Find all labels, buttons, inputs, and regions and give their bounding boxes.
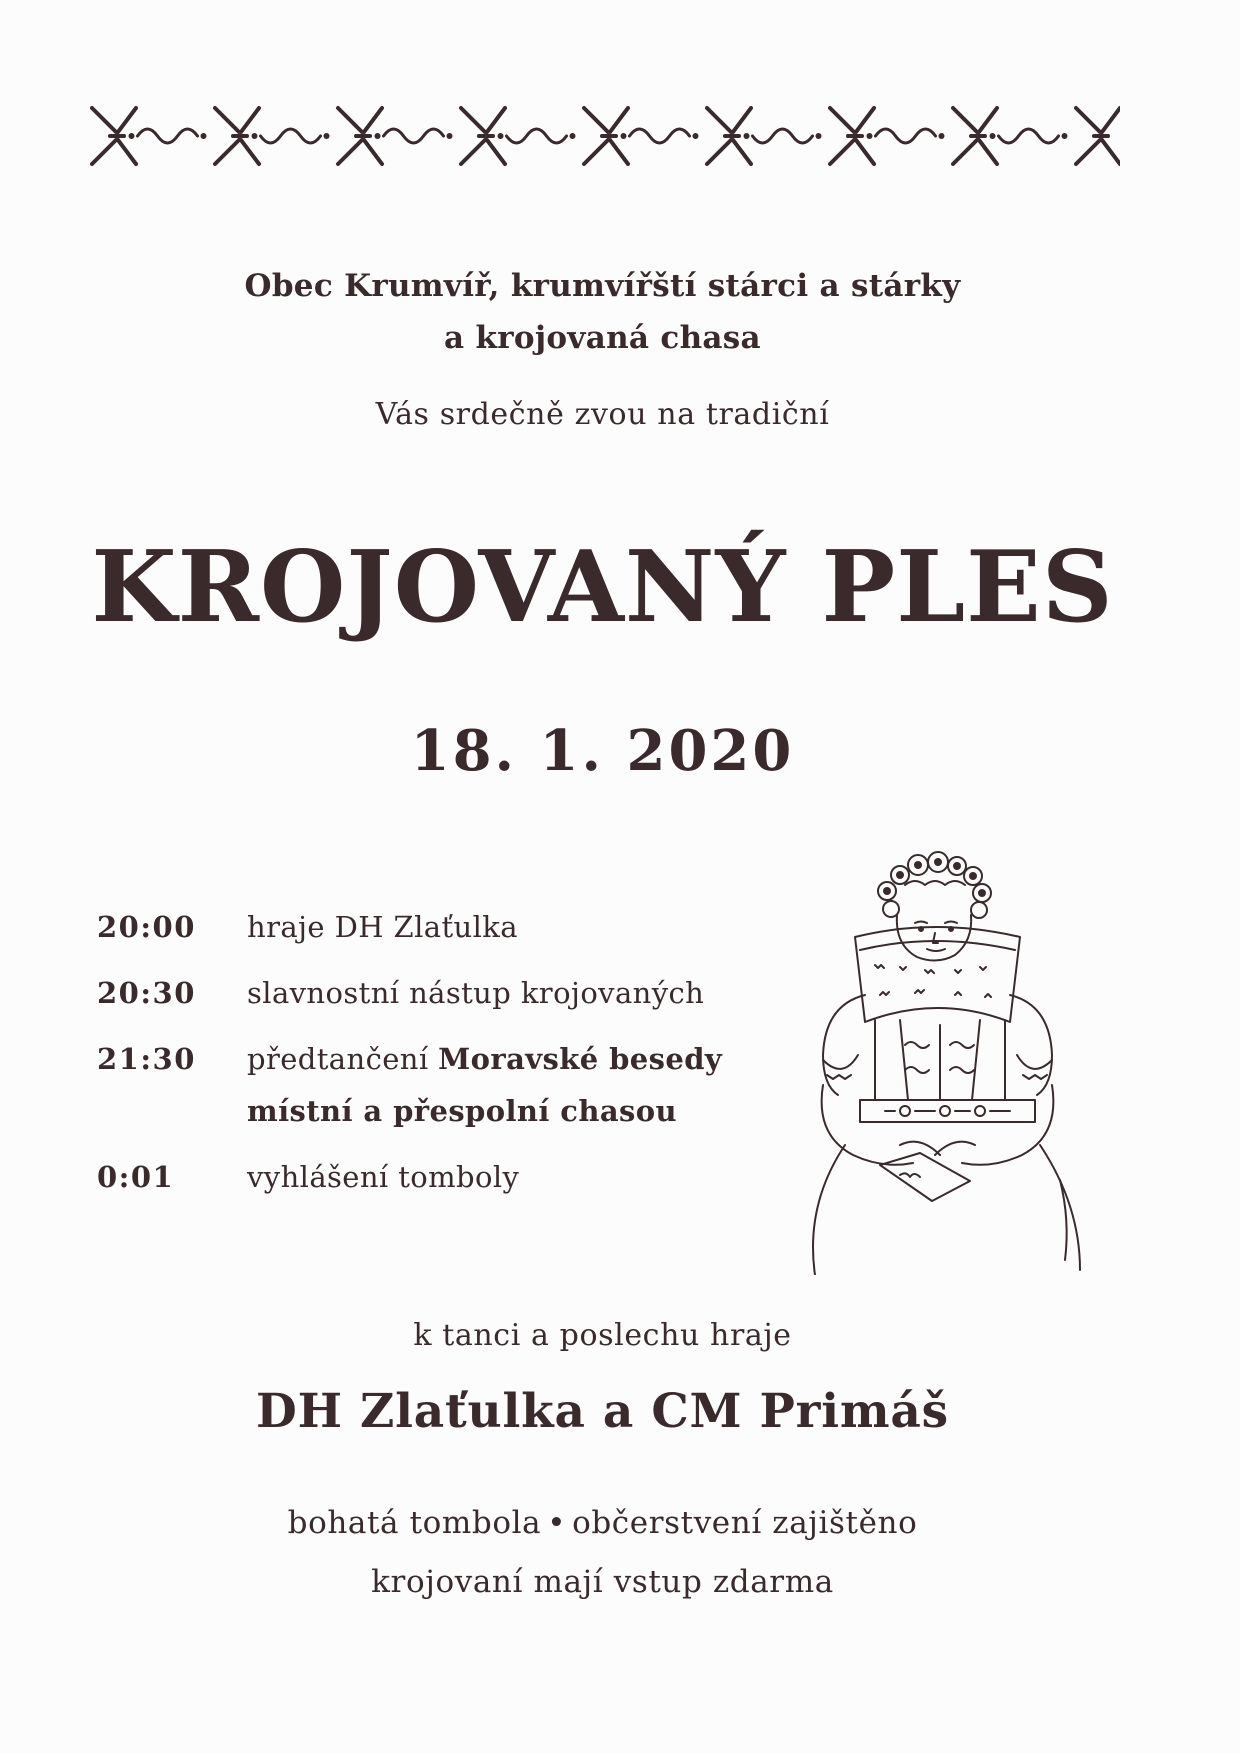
program-description: vyhlášení tomboly bbox=[247, 1160, 520, 1194]
program-schedule bbox=[97, 905, 777, 1221]
bands-text: DH Zlaťulka a CM Primáš bbox=[256, 1384, 949, 1439]
footer-line-1 bbox=[0, 1505, 1205, 1541]
program-time: 0:01 bbox=[97, 1160, 175, 1194]
program-description: hraje DH Zlaťulka bbox=[247, 910, 518, 944]
footer-item-tombola: bohatá tombola bbox=[287, 1505, 542, 1541]
program-description-line2: místní a přespolní chasou bbox=[247, 1094, 677, 1128]
program-row bbox=[97, 1155, 777, 1199]
program-description-prefix: předtančení bbox=[247, 1042, 439, 1076]
folk-ornament-border bbox=[90, 100, 1120, 180]
folk-costume-woman-illustration bbox=[805, 845, 1105, 1275]
program-row bbox=[97, 1037, 777, 1133]
event-title: KROJOVANÝ PLES bbox=[91, 530, 1114, 645]
organizers-line-2: a krojovaná chasa bbox=[444, 320, 761, 356]
program-time: 21:30 bbox=[97, 1042, 196, 1076]
program-row bbox=[97, 905, 777, 949]
footer-item-refreshments: občerstvení zajištěno bbox=[572, 1505, 918, 1541]
program-time: 20:00 bbox=[97, 910, 196, 944]
bullet-separator: • bbox=[547, 1505, 567, 1541]
event-date: 18. 1. 2020 bbox=[410, 718, 795, 784]
music-intro-text: k tanci a poslechu hraje bbox=[413, 1318, 792, 1353]
organizers-line-1: Obec Krumvíř, krumvířští stárci a stárky bbox=[244, 268, 961, 304]
program-time: 20:30 bbox=[97, 976, 196, 1010]
footer-line-2: krojovaní mají vstup zdarma bbox=[371, 1564, 834, 1600]
program-description-highlight: Moravské besedy bbox=[438, 1042, 723, 1076]
program-description bbox=[247, 1037, 722, 1133]
invitation-text: Vás srdečně zvou na tradiční bbox=[375, 397, 830, 432]
flower-wreath bbox=[878, 852, 991, 918]
program-row bbox=[97, 971, 777, 1015]
program-description: slavnostní nástup krojovaných bbox=[247, 976, 705, 1010]
